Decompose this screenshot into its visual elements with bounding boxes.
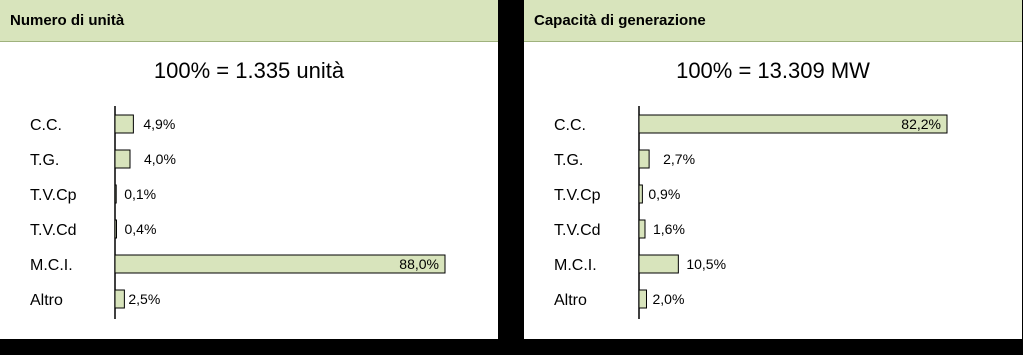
value-label: 1,6%: [652, 221, 685, 237]
category-label: T.V.Cd: [30, 222, 77, 239]
category-label: M.C.I.: [30, 257, 73, 274]
value-label: 10,5%: [686, 256, 727, 272]
bar: [115, 150, 130, 168]
category-label: Altro: [30, 292, 63, 309]
panel-total: 100% = 1.335 unità: [153, 58, 345, 83]
category-label: T.V.Cd: [554, 222, 601, 239]
bar: [639, 185, 642, 203]
category-label: C.C.: [30, 117, 62, 134]
bar: [639, 150, 649, 168]
panel-title: Capacità di generazione: [524, 0, 1022, 42]
bar: [639, 290, 646, 308]
bar-chart-capacita-generazione: [524, 100, 1022, 320]
bar: [115, 185, 116, 203]
bar: [115, 290, 124, 308]
value-label: 0,9%: [648, 186, 681, 202]
category-label: T.G.: [30, 152, 60, 169]
value-label: 0,1%: [124, 186, 157, 202]
panel-title: Numero di unità: [0, 0, 498, 42]
category-label: T.G.: [554, 152, 584, 169]
value-label: 82,2%: [901, 116, 941, 132]
bar: [639, 255, 678, 273]
value-label: 0,4%: [124, 221, 157, 237]
panel-total: 100% = 13.309 MW: [676, 58, 870, 83]
panel-capacita-generazione: [524, 0, 1022, 339]
bar: [115, 255, 445, 273]
value-label: 88,0%: [399, 256, 439, 272]
value-label: 4,0%: [144, 151, 176, 167]
bar-chart-numero-unita: [0, 100, 498, 320]
category-label: T.V.Cp: [554, 187, 601, 204]
value-label: 4,9%: [143, 116, 176, 132]
bar: [639, 220, 645, 238]
panel-numero-unita: [0, 0, 498, 339]
category-label: C.C.: [554, 117, 586, 134]
value-label: 2,5%: [128, 291, 161, 307]
value-label: 2,7%: [663, 151, 696, 167]
bar: [115, 220, 117, 238]
category-label: M.C.I.: [554, 257, 597, 274]
category-label: Altro: [554, 292, 587, 309]
value-label: 2,0%: [652, 291, 685, 307]
bar: [115, 115, 133, 133]
category-label: T.V.Cp: [30, 187, 77, 204]
